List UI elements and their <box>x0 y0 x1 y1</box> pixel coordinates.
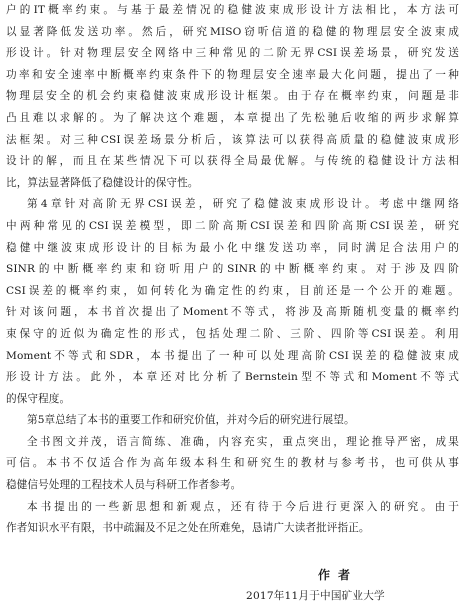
text-line: 作者知识水平有限，书中疏漏及不足之处在所难免，恳请广大读者批评指正。 <box>6 522 370 535</box>
text-line: 形设计方法。此外，本章还对比分析了Bernstein型不等式和Moment不等式 <box>6 371 459 384</box>
text-line: 第5章总结了本书的重要工作和研究价值，并对今后的研究进行展望。 <box>27 414 355 427</box>
preface-body <box>6 0 459 540</box>
text-line: 法框架。对三种CSI误差场景分析后，该算法可以获得高质量的稳健波束成形 <box>6 133 459 146</box>
author-signature: 作者 <box>318 568 359 582</box>
text-line: Moment不等式和SDR，本书提出了一种可以处理高阶CSI误差的稳健波束成 <box>6 349 459 362</box>
paragraph <box>6 410 459 432</box>
text-line: 功率和安全速率中断概率约束条件下的物理层安全速率最大化问题，提出了一种 <box>6 68 459 81</box>
text-line: 稳健信号处理的工程技术人员与科研工作者参考。 <box>6 479 242 492</box>
text-line: CSI误差的概率约束，如何转化为确定性的约束，目前还是一个公开的难题。 <box>6 284 459 297</box>
text-line: 凸且难以求解的。为了解决这个难题，本章提出了先松驰后收缩的两步求解算 <box>6 111 459 124</box>
text-line: 物理层安全的机会约束稳健波束成形设计框架。由于存在概率约束，问题是非 <box>6 90 459 103</box>
signature-date: 2017年11月于中国矿业大学 <box>246 590 385 602</box>
text-line: 中两种常见的CSI误差模型，即二阶高斯CSI误差和四阶高斯CSI误差，研究 <box>6 219 459 232</box>
text-line: 针对该问题，本书首次提出了Moment不等式，将涉及高斯随机变量的概率约 <box>6 306 459 319</box>
paragraph <box>6 0 459 194</box>
text-line: 束保守的近似为确定性的形式，包括处理二阶、三阶、四阶等CSI误差。利用 <box>6 327 459 340</box>
text-line: 第4章针对高阶无界CSI误差，研究了稳健波束成形设计。考虑中继网络 <box>27 198 459 211</box>
paragraph <box>6 194 459 410</box>
text-line: SINR的中断概率约束和窃听用户的SINR的中断概率约束。对于涉及四阶 <box>6 263 459 276</box>
text-line: 的保守程度。 <box>6 392 71 405</box>
paragraph-container <box>6 0 459 540</box>
text-line: 全书图文并茂，语言简练、准确，内容充实，重点突出，理论推导严密，成果 <box>27 435 459 448</box>
paragraph <box>6 432 459 497</box>
paragraph <box>6 497 459 540</box>
text-line: 以显著降低发送功率。然后，研究MISO窃听信道的稳健的物理层安全波束成 <box>6 25 459 38</box>
text-line: 形设计。针对物理层安全网络中三种常见的二阶无界CSI误差场景，研究发送 <box>6 47 459 60</box>
text-line: 比，算法显著降低了稳健设计的保守性。 <box>6 176 199 189</box>
text-line: 户的IT概率约束。与基于最差情况的稳健波束成形设计方法相比，本方法可 <box>6 4 459 16</box>
text-line: 设计的解，而且在某些情况下可以获得全局最优解。与传统的稳健设计方法相 <box>6 155 459 168</box>
text-line: 本书提出的一些新思想和新观点，还有待于今后进行更深入的研究。由于 <box>27 500 459 513</box>
text-line: 可信。本书不仅适合作为高年级本科生和研究生的教材与参考书，也可供从事 <box>6 457 459 470</box>
text-line: 稳健中继波束成形设计的目标为最小化中继发送功率，同时满足合法用户的 <box>6 241 459 254</box>
